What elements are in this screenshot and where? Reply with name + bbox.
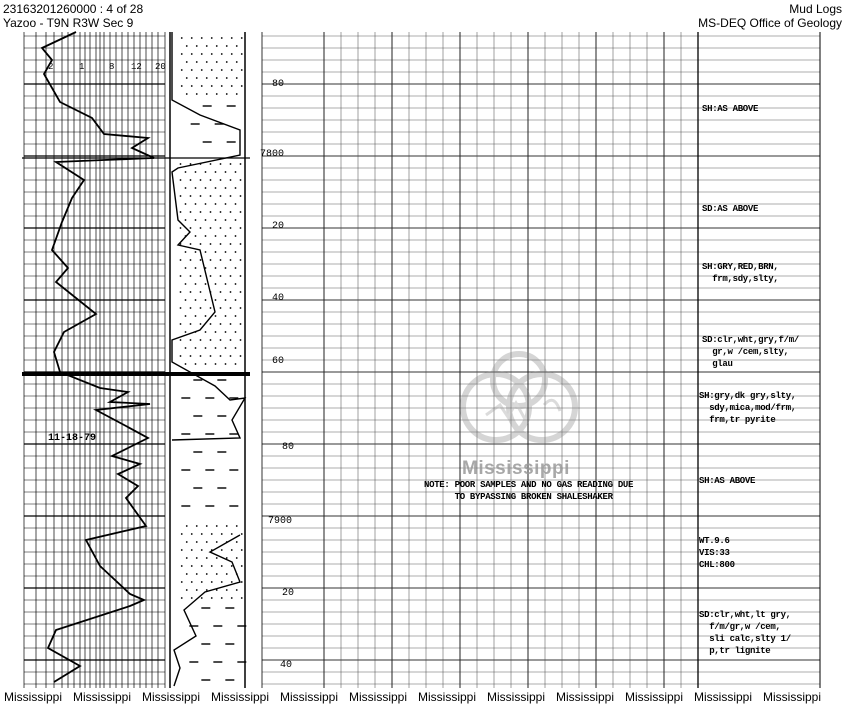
date-mark: 11-18-79 [48,433,97,444]
lithology-description: SD:clr,wht,lt gry, f/m/gr,w /cem, sli calc,slty 1/ p,tr lignite [699,610,791,656]
footer-label: Mississippi [556,690,615,704]
footer-label: Mississippi [280,690,339,704]
lithology-description: SD:clr,wht,gry,f/m/ gr,w /cem,slty, glau [702,335,799,369]
lithology-column [170,32,246,688]
depth-label: 7900 [268,516,293,527]
agency-label: MS-DEQ Office of Geology [698,16,842,30]
scale-label: 1 [79,62,85,72]
depth-label: 40 [272,293,285,304]
scale-label: 2 [48,62,54,72]
depth-label: 7800 [260,149,285,160]
drill-rate-curve [42,32,154,682]
lithology-description: SH:AS ABOVE [702,104,759,114]
drill-rate-grid [24,32,165,688]
doc-type: Mud Logs [789,2,842,16]
location-label: Yazoo - T9N R3W Sec 9 [3,16,134,30]
footer-label: Mississippi [763,690,822,704]
depth-label: 80 [272,79,285,90]
footer-label: Mississippi [487,690,546,704]
lithology-description: SH:GRY,RED,BRN, frm,sdy,slty, [702,262,779,284]
mississippi-seal-watermark [456,345,582,475]
footer-label: Mississippi [142,690,201,704]
footer-label: Mississippi [4,690,63,704]
mud-properties: WT.9.6 VIS:33 CHL:800 [699,536,735,570]
footer-label: Mississippi [625,690,684,704]
footer-label: Mississippi [73,690,132,704]
file-id: 23163201260000 : 4 of 28 [3,2,144,16]
depth-label: 80 [282,442,295,453]
depth-label: 20 [272,221,285,232]
footer-label: Mississippi [418,690,477,704]
depth-label: 60 [272,356,285,367]
log-note: NOTE: POOR SAMPLES AND NO GAS READING DUE TO BYPASSING BROKEN SHALESHAKER [424,480,634,502]
lithology-description: SH:gry,dk gry,slty, sdy,mica,mod/frm, frm,tr pyrite [699,391,796,425]
lithology-description: SH:AS ABOVE [699,476,756,486]
scale-label: 12 [131,62,142,72]
scale-label: 8 [109,62,115,72]
footer-label: Mississippi [694,690,753,704]
footer-label: Mississippi [211,690,270,704]
depth-label: 20 [282,588,295,599]
depth-label: 40 [280,660,293,671]
scale-label: 20 [155,62,166,72]
watermark-text: Mississippi [462,458,570,479]
footer-label: Mississippi [349,690,408,704]
sheet-splice-line [22,158,250,374]
lithology-description: SD:AS ABOVE [702,204,759,214]
